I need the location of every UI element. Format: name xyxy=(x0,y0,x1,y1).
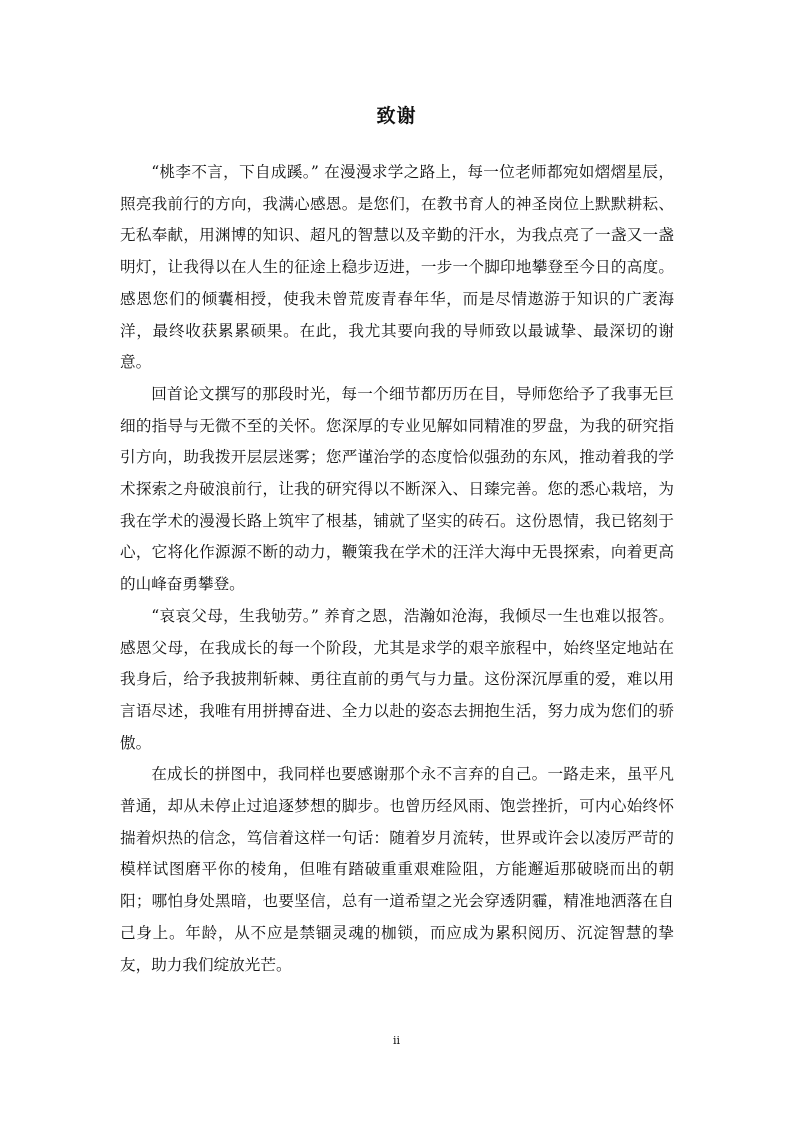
body-text xyxy=(120,157,674,981)
page-number: ii xyxy=(392,1034,401,1047)
paragraph-advisor: 回首论文撰写的那段时光，每一个细节都历历在目，导师您给予了我事无巨细的指导与无微不至的关怀。您深厚的专业见解如同精准的罗盘，为我的研究指引方向，助我拨开层层迷雾；您严谨治学的态度恰似强劲的东风，推动着我的学术探索之舟破浪前行，让我的研究得以不断深入、日臻完善。您的悉心栽培，为我在学术的漫漫长路上筑牢了根基，铺就了坚实的砖石。这份恩情，我已铭刻于心，它将化作源源不断的动力，鞭策我在学术的汪洋大海中无畏探索，向着更高的山峰奋勇攀登。 xyxy=(120,384,674,594)
page-title: 致谢 xyxy=(376,105,417,127)
paragraph-parents: “哀哀父母，生我劬劳。” 养育之恩，浩瀚如沧海，我倾尽一生也难以报答。感恩父母，在我成长的每一个阶段，尤其是求学的艰辛旅程中，始终坚定地站在我身后，给予我披荆斩棘、勇往直前的勇气与力量。这份深沉厚重的爱，难以用言语尽述，我唯有用拼搏奋进、全力以赴的姿态去拥抱生活，努力成为您们的骄傲。 xyxy=(120,606,674,752)
paragraph-self: 在成长的拼图中，我同样也要感谢那个永不言弃的自己。一路走来，虽平凡普通，却从未停止过追逐梦想的脚步。也曾历经风雨、饱尝挫折，可内心始终怀揣着炽热的信念，笃信着这样一句话：随着岁月流转，世界或许会以凌厉严苛的模样试图磨平你的棱角，但唯有踏破重重艰难险阻，方能邂逅那破晓而出的朝阳；哪怕身处黑暗，也要坚信，总有一道希望之光会穿透阴霾，精准地洒落在自己身上。年龄，从不应是禁锢灵魂的枷锁，而应成为累积阅历、沉淀智慧的挚友，助力我们绽放光芒。 xyxy=(120,765,674,974)
paragraph-teachers: “桃李不言，下自成蹊。” 在漫漫求学之路上，每一位老师都宛如熠熠星辰，照亮我前行的方向，我满心感恩。是您们，在教书育人的神圣岗位上默默耕耘、无私奉献，用渊博的知识、超凡的智慧以及辛勤的汗水，为我点亮了一盏又一盏明灯，让我得以在人生的征途上稳步迈进，一步一个脚印地攀登至今日的高度。感恩您们的倾囊相授，使我未曾荒废青春年华，而是尽情遨游于知识的广袤海洋，最终收获累累硕果。在此，我尤其要向我的导师致以最诚挚、最深切的谢意。 xyxy=(120,163,674,372)
